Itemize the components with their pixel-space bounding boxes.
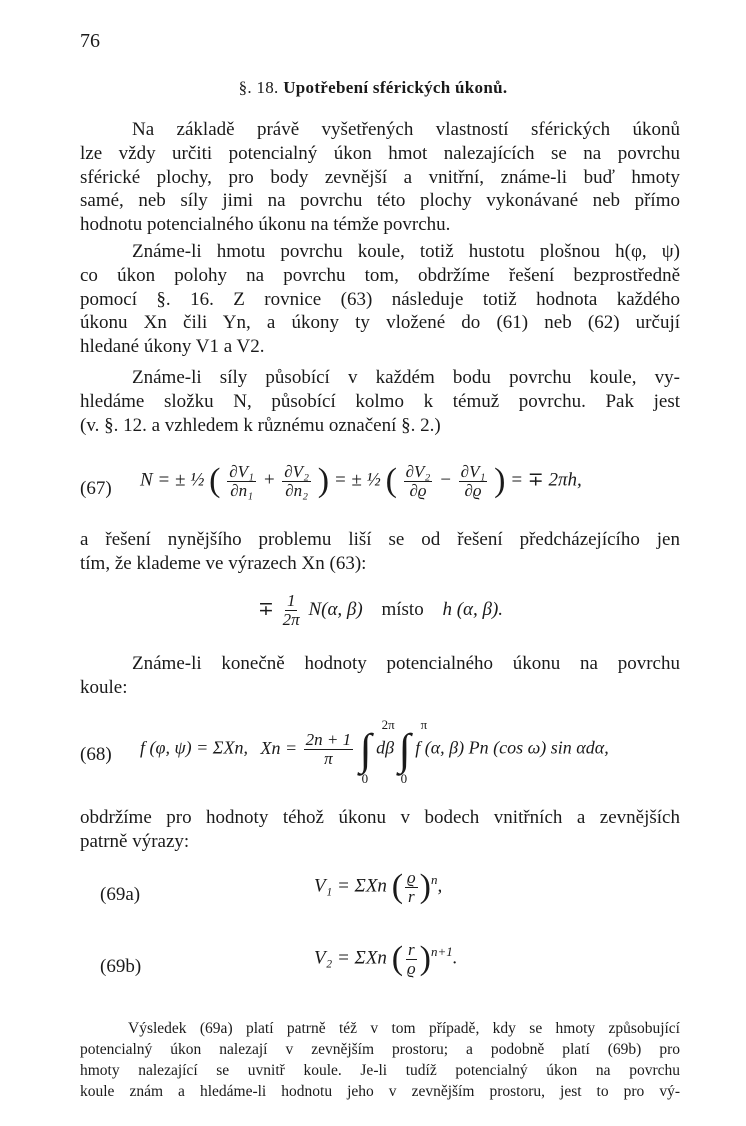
text-line: hmoty nalezající se uvnitř koule. Je-li tudíž potencialný úkon na povrchu <box>80 1062 680 1079</box>
paragraph-1 <box>80 118 680 237</box>
eq69b-lhs: V₂ = ΣXn <box>314 947 387 969</box>
text-line: patrně výrazy: <box>80 830 190 852</box>
numerator: 1 <box>286 591 296 610</box>
text-line: Na základě právě vyšetřených vlastností sférických úkonů <box>132 119 680 140</box>
denominator: 2π <box>282 610 300 629</box>
word-misto: místo <box>381 598 424 620</box>
text-line: úkonu Xn čili Yn, a úkony ty vložené do (61) neb (62) určují <box>80 312 680 334</box>
footnote-text <box>80 1018 680 1102</box>
numerator: ∂V₂ <box>405 461 431 481</box>
denominator: ∂n₁ <box>230 480 253 500</box>
fraction <box>459 463 488 500</box>
expression: N(α, β) <box>308 598 363 620</box>
denominator: π <box>324 749 333 768</box>
paren-open: ( <box>391 868 404 905</box>
fraction <box>304 731 353 768</box>
equation-69b-label: (69b) <box>100 956 142 977</box>
paren-open: ( <box>391 940 404 977</box>
paren-open: ( <box>209 462 221 499</box>
text-line: hledáme složku N, působící kolmo k témuž povrchu. Pak jest <box>80 390 680 412</box>
text-line: (v. §. 12. a vzhledem k různému označení §. 2.) <box>80 414 441 436</box>
fraction <box>282 463 311 500</box>
lower-limit: 0 <box>400 771 408 786</box>
paragraph-5 <box>80 652 680 700</box>
text-line: sférické plochy, pro body zevnější a vnitřní, známe-li buď hmoty <box>80 166 680 188</box>
exponent: n+1 <box>430 944 453 960</box>
integrand: f (α, β) Pn (cos ω) sin αdα, <box>415 737 609 758</box>
numerator: ∂V₁ <box>460 461 486 481</box>
numerator: ϱ <box>407 867 416 887</box>
integral-sign: ∫ 2π 0 <box>359 717 395 786</box>
eq67-mid: = ± ½ <box>333 469 381 491</box>
equation-69b <box>314 940 458 978</box>
denominator: ∂ϱ <box>409 480 427 500</box>
text-line: tím, že klademe ve výrazech Xn (63): <box>80 552 367 574</box>
exponent: n <box>430 872 438 888</box>
fraction <box>405 869 418 906</box>
equation-68-label: (68) <box>80 744 112 765</box>
section-number: §. 18. <box>238 78 279 97</box>
denominator: r <box>408 886 415 906</box>
numerator: ∂V₂ <box>284 461 309 481</box>
lower-limit: 0 <box>361 771 369 786</box>
sign: ∓ <box>258 598 274 620</box>
equation-67: N = ± ½ ( $\frac{\text{∂V₁}}{\text{∂n₁}}$ + $\frac{\text{∂V₂}}{\text{∂n₂}}$ ) = ± ½ ( $\frac{\text{∂V₂}}{\partial ϱ}$ − $\frac{\text{∂V₁}}{\partial ϱ}$ ) = ∓ 2πh, <box>140 461 582 500</box>
fraction <box>404 463 433 500</box>
paren-close: ) <box>419 940 431 977</box>
punctuation: , <box>437 875 443 897</box>
text-line: Známe-li konečně hodnoty potencialného úkonu na povrchu <box>132 653 680 674</box>
denominator: ∂n₂ <box>285 480 309 500</box>
fraction <box>281 592 302 629</box>
denominator: ϱ <box>407 958 416 978</box>
text-line: Výsledek (69a) platí patrně též v tom případě, kdy se hmoty způsobující <box>128 1020 680 1037</box>
paragraph-4 <box>80 528 680 576</box>
eq68-lhs: f (φ, ψ) = ΣXn, <box>140 737 248 758</box>
page-number: 76 <box>80 30 100 52</box>
denominator: ∂ϱ <box>464 480 482 500</box>
text-line: hledané úkony V1 a V2. <box>80 336 265 358</box>
equation-68 <box>140 717 609 786</box>
paragraph-2 <box>80 240 680 359</box>
text-line: potencialný úkon nalezají v zevnějším prostoru; a podobně platí (69b) pro <box>80 1041 680 1058</box>
fraction <box>405 941 418 978</box>
text-line: koule: <box>80 676 128 698</box>
paren-close: ) <box>419 868 431 905</box>
text-line: Známe-li hmotu povrchu koule, totiž hustotu plošnou h(φ, ψ) <box>132 241 680 262</box>
punctuation: . <box>452 947 458 969</box>
equation-69a-label: (69a) <box>100 884 141 905</box>
paren-close: ) <box>494 462 506 499</box>
upper-limit: π <box>420 717 428 732</box>
equation-67-label: (67) <box>80 478 112 499</box>
paren-close: ) <box>317 462 330 499</box>
section-title: Upotřebení sférických úkonů. <box>283 78 508 97</box>
text-line: pomocí §. 16. Z rovnice (63) následuje totiž hodnota každého <box>80 288 680 310</box>
d-beta: dβ <box>376 737 395 758</box>
text-line: Známe-li síly působící v každém bodu povrchu koule, vy- <box>132 367 680 388</box>
eq67-lhs: N = ± ½ <box>140 469 205 491</box>
numerator: ∂V₁ <box>229 461 254 481</box>
text-line: samé, neb síly jimi na povrchu této plochy vykonávané neb přímo <box>80 190 680 212</box>
upper-limit: 2π <box>381 717 395 732</box>
text-line: lze vždy určiti potencialný úkon hmot nalezajících se na povrchu <box>80 142 680 164</box>
section-heading <box>0 78 746 98</box>
text-line: hodnotu potencialného úkonu na témže povrchu. <box>80 214 451 236</box>
replacement-expression <box>258 592 503 629</box>
text-line: koule znám a hledáme-li hodnotu jeho v zevnějším prostoru, jest to pro vý- <box>80 1083 680 1100</box>
text-line: a řešení nynějšího problemu liší se od řešení předcházejícího jen <box>80 529 680 550</box>
integral-sign: ∫ π 0 <box>398 717 428 786</box>
text-line: obdržíme pro hodnoty téhož úkonu v bodech vnitřních a zevnějších <box>80 807 680 828</box>
numerator: r <box>408 939 415 959</box>
paragraph-6 <box>80 806 680 854</box>
eq69a-lhs: V₁ = ΣXn <box>314 875 387 897</box>
text-line: co úkon polohy na povrchu tom, obdržíme řešení bezprostředně <box>80 264 680 286</box>
eq67-rhs: = ∓ 2πh, <box>510 469 582 491</box>
equation-69a <box>314 868 442 906</box>
paragraph-3 <box>80 366 680 437</box>
fraction <box>227 463 256 500</box>
numerator: 2n + 1 <box>305 730 352 749</box>
expression-rhs: h (α, β). <box>442 598 504 620</box>
paren-open: ( <box>385 462 397 499</box>
eq68-xn: Xn = <box>260 737 298 758</box>
